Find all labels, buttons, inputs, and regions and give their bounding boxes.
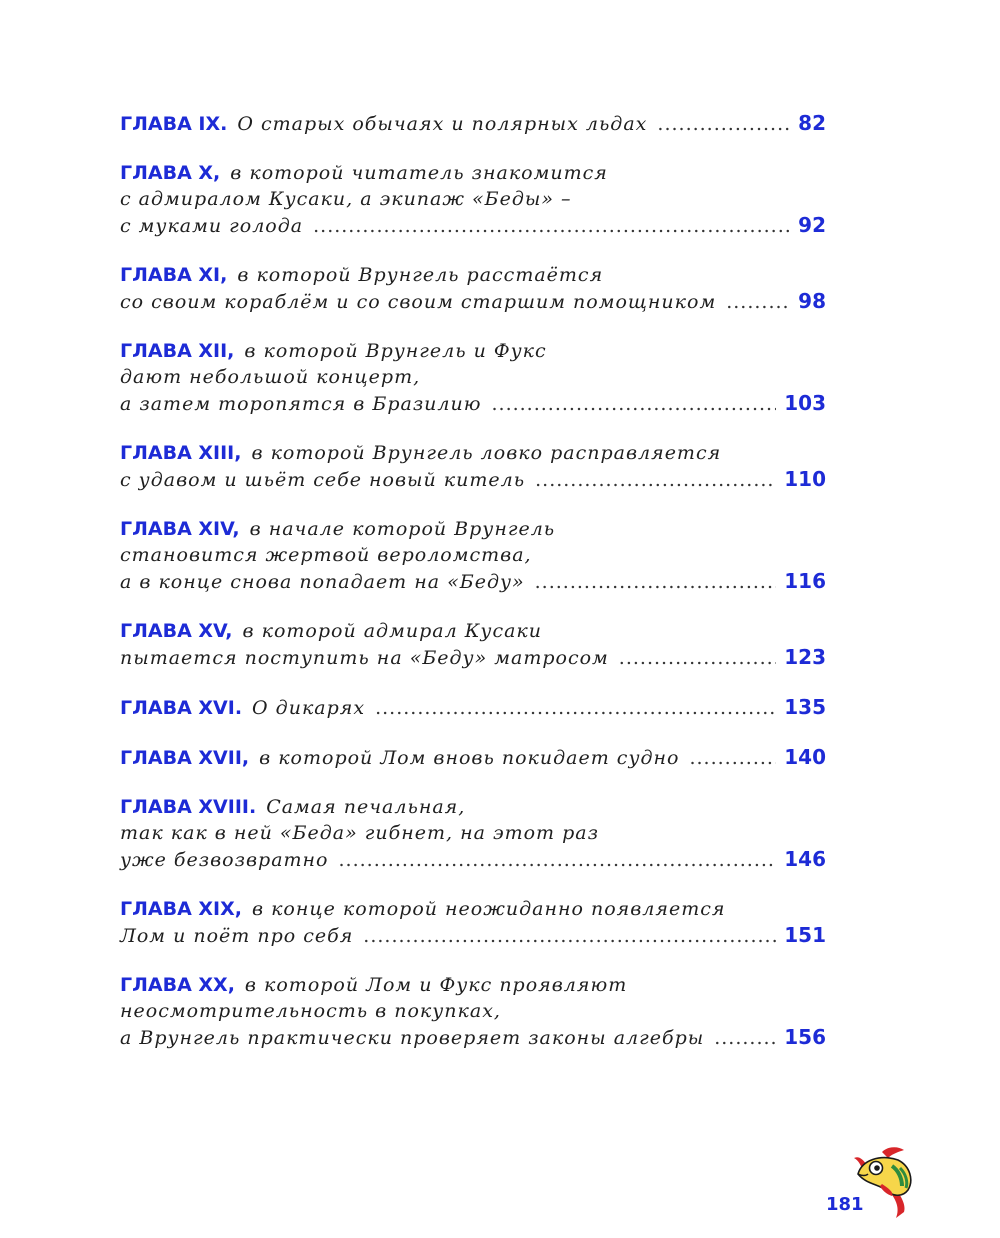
toc-entry[interactable] [120,516,826,594]
chapter-title-line: а затем торопятся в Бразилию [120,393,482,415]
chapter-page-number: 92 [798,213,826,237]
toc-entry[interactable] [120,794,826,872]
dot-leader [535,569,777,595]
toc-line [120,1024,826,1050]
toc-entry[interactable] [120,694,826,720]
toc-entry[interactable] [120,110,826,136]
chapter-title-line: Самая печальная, [266,796,466,818]
toc-line [120,288,826,314]
chapter-title-line: О старых обычаях и полярных льдах [237,113,648,135]
chapter-title-line: Лом и поёт про себя [120,925,354,947]
toc-line [120,896,826,922]
chapter-label: ГЛАВА XIX, [120,898,242,920]
chapter-label: ГЛАВА XVIII. [120,796,257,818]
chapter-page-number: 151 [784,923,826,947]
chapter-page-number: 116 [784,569,826,593]
dot-leader [535,467,776,493]
chapter-label: ГЛАВА XV, [120,620,233,642]
chapter-title-line: в конце которой неожиданно появляется [251,898,726,920]
chapter-page-number: 82 [798,111,826,135]
chapter-label: ГЛАВА X, [120,162,221,184]
toc-line [120,922,826,948]
toc-entry[interactable] [120,896,826,948]
dot-leader [726,289,790,315]
toc-line [120,262,826,288]
chapter-label: ГЛАВА XVI. [120,697,243,719]
toc-line [120,618,826,644]
dot-leader [657,111,790,137]
toc-line [120,794,826,820]
toc-line [120,516,826,542]
toc-line [120,186,826,212]
toc-entry[interactable] [120,338,826,416]
chapter-title-line: так как в ней «Беда» гибнет, на этот раз [120,822,599,844]
table-of-contents [120,110,826,1074]
toc-line [120,542,826,568]
dot-leader [714,1025,776,1051]
dot-leader [339,847,777,873]
toc-line [120,998,826,1024]
chapter-title-line: в которой Лом вновь покидает судно [259,747,680,769]
chapter-title-line: неосмотрительность в покупках, [120,1000,501,1022]
chapter-label: ГЛАВА XX, [120,974,235,996]
toc-entry[interactable] [120,618,826,670]
toc-line [120,212,826,238]
chapter-page-number: 110 [784,467,826,491]
toc-entry[interactable] [120,744,826,770]
chapter-title-line: в которой Лом и Фукс проявляют [244,974,628,996]
chapter-title-line: в которой Врунгель и Фукс [244,340,547,362]
dot-leader [375,695,776,721]
toc-line [120,466,826,492]
chapter-page-number: 156 [784,1025,826,1049]
dot-leader [491,391,776,417]
chapter-title-line: в которой читатель знакомится [230,162,608,184]
chapter-label: ГЛАВА XII, [120,340,235,362]
chapter-page-number: 123 [784,645,826,669]
chapter-title-line: уже безвозвратно [120,849,329,871]
chapter-page-number: 98 [798,289,826,313]
toc-line [120,568,826,594]
chapter-page-number: 103 [784,391,826,415]
chapter-label: ГЛАВА XIV, [120,518,240,540]
chapter-title-line: с муками голода [120,215,304,237]
chapter-label: ГЛАВА IX. [120,113,228,135]
dot-leader [363,923,776,949]
toc-entry[interactable] [120,440,826,492]
chapter-title-line: с адмиралом Кусаки, а экипаж «Беды» – [120,188,572,210]
toc-line [120,820,826,846]
chapter-title-line: пытается поступить на «Беду» матросом [120,647,609,669]
dot-leader [313,213,790,239]
toc-line [120,110,826,136]
toc-entry[interactable] [120,972,826,1050]
toc-line [120,160,826,186]
chapter-label: ГЛАВА XI, [120,264,228,286]
chapter-title-line: со своим кораблём и со своим старшим помощником [120,291,717,313]
chapter-page-number: 135 [784,695,826,719]
chapter-title-line: становится жертвой вероломства, [120,544,532,566]
chapter-label: ГЛАВА XVII, [120,747,250,769]
chapter-title-line: в которой адмирал Кусаки [242,620,542,642]
toc-line [120,338,826,364]
toc-line [120,694,826,720]
page-number: 181 [826,1194,864,1215]
dot-leader [689,745,776,771]
chapter-title-line: О дикарях [252,697,366,719]
chapter-label: ГЛАВА XIII, [120,442,242,464]
chapter-title-line: а в конце снова попадает на «Беду» [120,571,525,593]
toc-line [120,846,826,872]
chapter-title-line: дают небольшой концерт, [120,366,421,388]
toc-line [120,644,826,670]
dot-leader [619,645,776,671]
toc-line [120,390,826,416]
toc-line [120,440,826,466]
chapter-title-line: в которой Врунгель ловко расправляется [251,442,722,464]
chapter-title-line: а Врунгель практически проверяет законы алгебры [120,1027,705,1049]
chapter-title-line: в которой Врунгель расстаётся [237,264,604,286]
chapter-title-line: с удавом и шьёт себе новый китель [120,469,526,491]
chapter-page-number: 140 [784,745,826,769]
toc-line [120,972,826,998]
chapter-page-number: 146 [784,847,826,871]
toc-line [120,364,826,390]
toc-entry[interactable] [120,262,826,314]
toc-line [120,744,826,770]
toc-entry[interactable] [120,160,826,238]
chapter-title-line: в начале которой Врунгель [249,518,556,540]
